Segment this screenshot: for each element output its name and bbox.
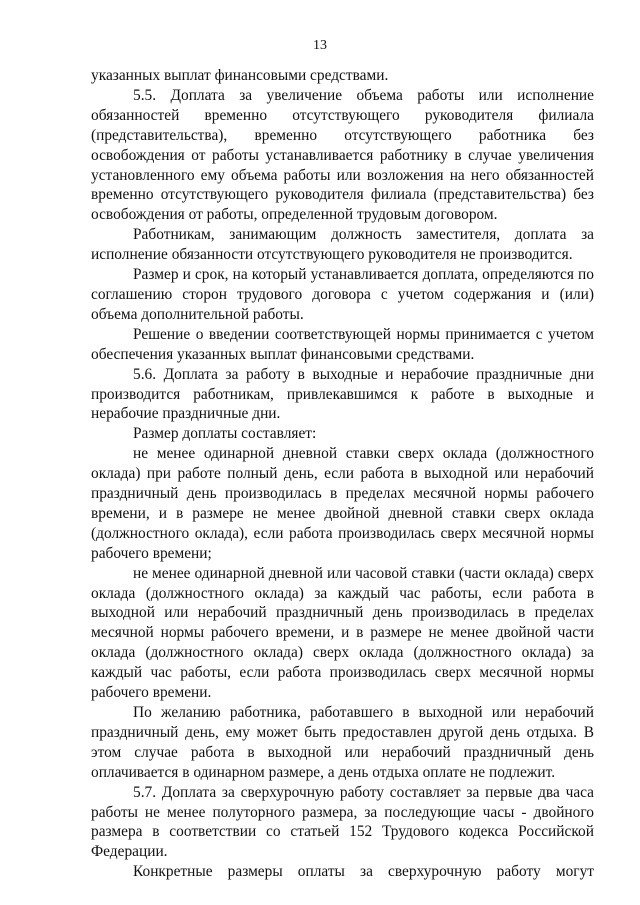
- paragraph: 5.6. Доплата за работу в выходные и нерабочие праздничные дни производится работникам, привлекавшимся к работе в выходные и нерабочие праздничные дни.: [91, 365, 594, 423]
- paragraph: Конкретные размеры оплаты за сверхурочную работу могут: [133, 863, 594, 881]
- paragraph: указанных выплат финансовыми средствами.: [91, 67, 389, 84]
- paragraph: Решение о введении соответствующей нормы принимается с учетом обеспечения указанных выплат финансовыми средствами.: [91, 325, 594, 363]
- paragraph: 5.7. Доплата за сверхурочную работу составляет за первые два часа работы не менее полуторного размера, за последующие часы - двойного размера в соответствии со статьей 152 Трудового кодекса Российской Федерации.: [91, 783, 594, 861]
- paragraph: 5.5. Доплата за увеличение объема работы или исполнение обязанностей временно отсутствующего руководителя филиала (представительства), временно отсутствующего работника без освобождения от работы устанавливается работнику в случае увеличения установленного ему объема работы или возложения на него обязанностей временно отсутствующего руководителя филиала (представительства) без освобождения от работы, определенной трудовым договором.: [91, 86, 594, 224]
- paragraph: По желанию работника, работавшего в выходной или нерабочий праздничный день, ему может быть предоставлен другой день отдыха. В этом случае работа в выходной или нерабочий праздничный день оплачивается в одинарном размере, а день отдыха оплате не подлежит.: [91, 704, 594, 781]
- paragraph: не менее одинарной дневной ставки сверх оклада (должностного оклада) при работе полный день, если работа в выходной или нерабочий праздничный день производилась в пределах месячной нормы рабочего времени, и в размере не менее двойной дневной ставки сверх оклада (должностного оклада), если работа производилась сверх месячной нормы рабочего времени;: [91, 445, 594, 562]
- paragraph: Размер и срок, на который устанавливается доплата, определяются по соглашению сторон трудового договора с учетом содержания и (или) объема дополнительной работы.: [91, 266, 594, 323]
- paragraph: Работникам, занимающим должность заместителя, доплата за исполнение обязанности отсутствующего руководителя не производится.: [91, 226, 594, 264]
- paragraph: Размер доплаты составляет:: [133, 425, 317, 443]
- page-number: 13: [313, 38, 327, 53]
- document-body: [91, 66, 594, 882]
- paragraph: не менее одинарной дневной или часовой ставки (части оклада) сверх оклада (должностного оклада) за каждый час работы, если работа в выходной или нерабочий праздничный день производилась в пределах месячной нормы рабочего времени, и в размере не менее двойной части оклада (должностного оклада) сверх оклада (должностного оклада) за каждый час работы, если работа производилась сверх месячной нормы рабочего времени.: [91, 564, 594, 702]
